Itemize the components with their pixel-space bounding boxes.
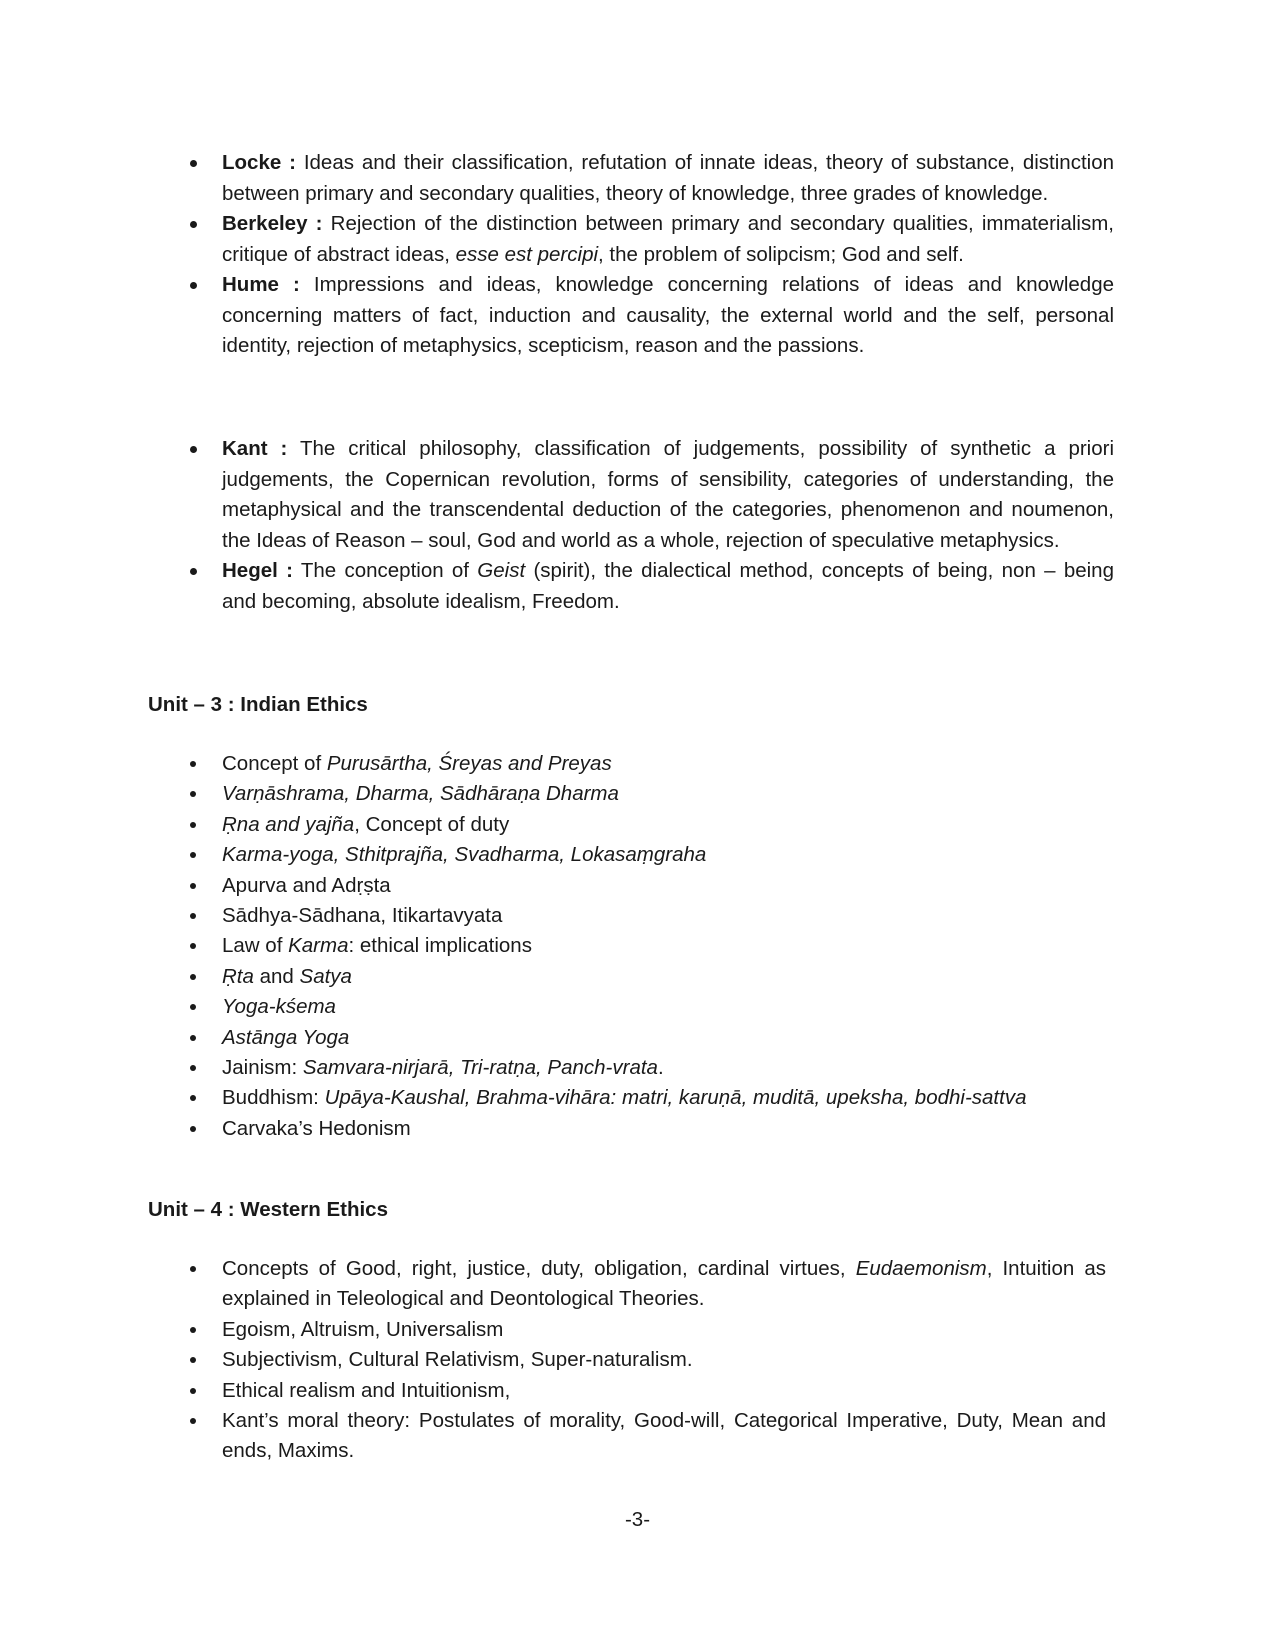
item-text: Ethical realism and Intuitionism, — [222, 1378, 511, 1402]
philosopher-text: , the problem of solipcism; God and self. — [598, 242, 964, 266]
item-text: , Intuition as explained in Teleological and Deontological Theories. — [222, 1257, 1106, 1311]
item-text: Carvaka’s Hedonism — [222, 1116, 411, 1140]
item-text: Concepts of Good, right, justice, duty, obligation, cardinal virtues, — [222, 1257, 856, 1280]
unit-3-list — [222, 749, 1112, 1144]
unit-3-heading: Unit – 3 : Indian Ethics — [148, 693, 368, 716]
list-item — [222, 962, 1112, 992]
list-item — [222, 1376, 1106, 1406]
list-item — [222, 840, 1112, 870]
item-text: . — [657, 1056, 664, 1080]
list-item — [222, 931, 1112, 961]
unit-4-heading: Unit – 4 : Western Ethics — [148, 1198, 388, 1221]
item-text: Apurva and Adṛṣta — [222, 873, 391, 897]
philosopher-text: Rejection of the distinction between primary and secondary qualities, immaterialism, critique of abstract ideas, — [222, 212, 1114, 266]
item-text-italic: Astānga Yoga — [222, 1025, 350, 1049]
unit-4-list — [222, 1254, 1106, 1467]
philosopher-item-hume — [222, 270, 1114, 362]
philosopher-text: The critical philosophy, classification of judgements, possibility of synthetic a priori judgements, the Copernican revolution, forms of sensibility, categories of understanding, the metaphysical and the transcendental deduction of the categories, phenomenon and noumenon, the Ideas of Reason – soul, God and world as a whole, rejection of speculative metaphysics. — [222, 437, 1115, 552]
list-item — [222, 810, 1112, 840]
list-item — [222, 1345, 1106, 1375]
philosopher-item-hegel — [222, 556, 1114, 617]
philosopher-list — [222, 148, 1114, 362]
philosopher-text-italic: Geist — [477, 559, 526, 582]
philosopher-name: Kant : — [222, 437, 288, 460]
list-item — [222, 1315, 1106, 1345]
philosopher-text-italic: esse est percipi — [455, 242, 599, 266]
item-text: Law of — [222, 934, 289, 958]
list-item — [222, 1114, 1112, 1144]
philosopher-item-locke — [222, 148, 1114, 209]
item-text: Jainism: — [222, 1056, 303, 1080]
list-item — [222, 992, 1112, 1022]
list-item — [222, 1083, 1082, 1113]
item-text-italic: Purusārtha, Śreyas and Preyas — [326, 752, 612, 775]
item-text: , Concept of duty — [354, 812, 510, 836]
philosopher-name: Hegel : — [222, 559, 293, 582]
list-item — [222, 901, 1112, 931]
item-text-italic: Ṛna and yajña — [222, 812, 355, 836]
item-text-italic: Satya — [299, 964, 352, 988]
philosopher-text: The conception of — [292, 559, 478, 582]
list-item — [222, 1254, 1106, 1315]
philosopher-name: Hume : — [222, 273, 300, 296]
item-text-italic: Ṛta — [222, 964, 254, 988]
item-text: Subjectivism, Cultural Relativism, Super-naturalism. — [222, 1348, 693, 1372]
philosopher-item-kant — [222, 434, 1114, 556]
item-text-italic: Upāya-Kaushal, Brahma-vihāra: matri, karuṇā, muditā, upeksha, bodhi-sattva — [324, 1086, 1027, 1110]
list-item — [222, 1023, 1112, 1053]
item-text-italic: Karma — [288, 934, 349, 958]
page-number: -3- — [624, 1508, 651, 1531]
philosopher-text: (spirit), the dialectical method, concepts of being, non – being and becoming, absolute idealism, Freedom. — [222, 559, 1114, 613]
philosopher-list-continued — [222, 434, 1114, 617]
list-item — [222, 871, 1112, 901]
item-text-italic: Eudaemonism — [855, 1257, 987, 1280]
philosopher-name: Berkeley : — [222, 212, 323, 235]
philosopher-name: Locke : — [222, 151, 296, 174]
list-item — [222, 779, 1112, 809]
item-text-italic: Karma-yoga, Sthitprajña, Svadharma, Lokasaṃgraha — [222, 843, 707, 867]
philosopher-item-berkeley — [222, 209, 1114, 270]
item-text: : ethical implications — [348, 934, 532, 958]
item-text-italic: Varṇāshrama, Dharma, Sādhāraṇa Dharma — [222, 782, 619, 806]
item-text-italic: Yoga-kśema — [222, 995, 336, 1019]
list-item — [222, 749, 1112, 779]
item-text: and — [253, 964, 300, 988]
philosopher-text: Impressions and ideas, knowledge concerning relations of ideas and knowledge concerning matters of fact, induction and causality, the external world and the self, personal identity, rejection of metaphysics, scepticism, reason and the passions. — [222, 273, 1115, 357]
philosopher-text: Ideas and their classification, refutation of innate ideas, theory of substance, distinction between primary and secondary qualities, theory of knowledge, three grades of knowledge. — [222, 151, 1114, 205]
item-text: Buddhism: — [222, 1086, 325, 1110]
item-text: Kant’s moral theory: Postulates of morality, Good-will, Categorical Imperative, Duty, Mean and ends, Maxims. — [222, 1409, 1106, 1463]
item-text: Concept of — [222, 752, 327, 775]
list-item — [222, 1406, 1106, 1467]
item-text: Sādhya-Sādhana, Itikartavyata — [222, 904, 503, 928]
list-item — [222, 1053, 1112, 1083]
item-text-italic: Samvara-nirjarā, Tri-ratṇa, Panch-vrata — [302, 1056, 658, 1080]
item-text: Egoism, Altruism, Universalism — [222, 1317, 504, 1341]
